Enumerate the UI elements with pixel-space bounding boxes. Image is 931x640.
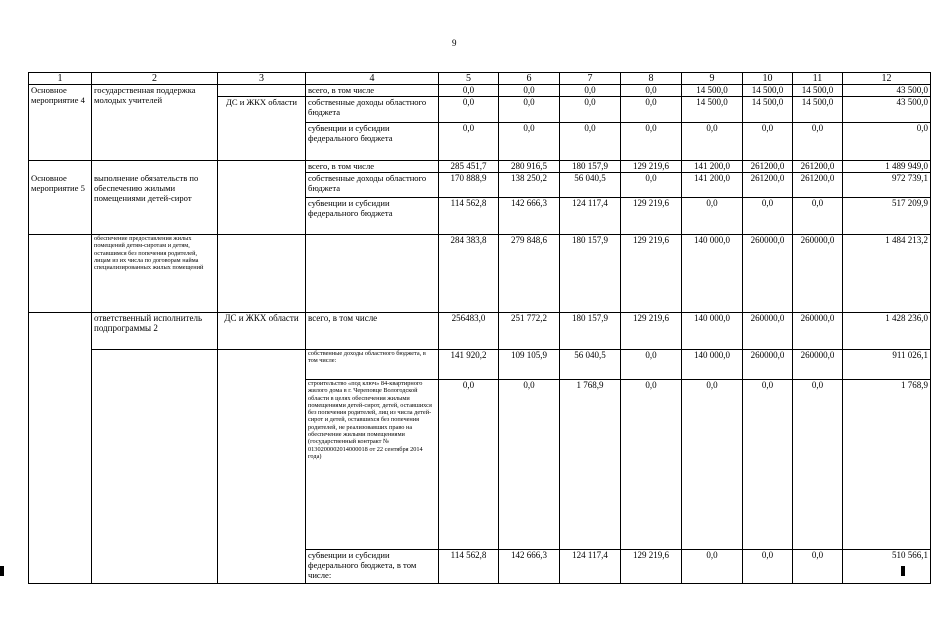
value-cell: 0,0 — [793, 198, 843, 235]
value-cell: 0,0 — [743, 550, 793, 584]
value-cell: 0,0 — [793, 550, 843, 584]
value-cell: 260000,0 — [793, 350, 843, 380]
activity-description: государственная поддержка молодых учителей — [92, 85, 218, 161]
value-cell: 0,0 — [439, 85, 499, 97]
value-cell: 43 500,0 — [843, 97, 931, 123]
value-cell: 517 209,9 — [843, 198, 931, 235]
value-cell: 129 219,6 — [621, 550, 682, 584]
value-cell: 260000,0 — [743, 235, 793, 313]
value-cell: 14 500,0 — [793, 85, 843, 97]
executor-cell: ДС и ЖКХ области — [218, 97, 306, 161]
value-cell: 0,0 — [499, 85, 560, 97]
value-cell: 260000,0 — [743, 313, 793, 350]
header-cell: 9 — [682, 73, 743, 85]
value-cell: 0,0 — [793, 123, 843, 161]
funding-source — [306, 235, 439, 313]
value-cell: 140 000,0 — [682, 313, 743, 350]
value-cell: 261200,0 — [793, 161, 843, 173]
value-cell: 141 200,0 — [682, 161, 743, 173]
activity-name: Основное мероприятие 5 — [29, 161, 92, 235]
value-cell: 280 916,5 — [499, 161, 560, 173]
value-cell: 1 768,9 — [843, 380, 931, 550]
executor-cell: ДС и ЖКХ области — [218, 313, 306, 350]
funding-source: собственные доходы областного бюджета — [306, 97, 439, 123]
header-cell: 3 — [218, 73, 306, 85]
value-cell: 124 117,4 — [560, 198, 621, 235]
value-cell: 129 219,6 — [621, 198, 682, 235]
executor-cell — [218, 235, 306, 313]
value-cell: 124 117,4 — [560, 550, 621, 584]
value-cell: 114 562,8 — [439, 198, 499, 235]
value-cell: 0,0 — [682, 550, 743, 584]
executor-cell — [218, 350, 306, 584]
header-cell: 6 — [499, 73, 560, 85]
value-cell: 256483,0 — [439, 313, 499, 350]
value-cell: 109 105,9 — [499, 350, 560, 380]
funding-source: строительство «под ключ» 84-квартирного жилого дома в г. Череповце Вологодской области в целях обеспечения жилыми помещениями детей-сирот, детей, оставшихся без попечения родителей, лиц из числа детей-сирот и детей, оставшихся без попечения родителей, не реализовавших право на обеспечение жилыми помещениями (государственный контракт № 0130200002014000018 от 22 сентября 2014 года) — [306, 380, 439, 550]
value-cell: 0,0 — [621, 350, 682, 380]
funding-source: собственные доходы областного бюджета, в том числе: — [306, 350, 439, 380]
funding-source: всего, в том числе — [306, 85, 439, 97]
activity-name — [29, 313, 92, 584]
value-cell: 911 026,1 — [843, 350, 931, 380]
value-cell: 0,0 — [682, 380, 743, 550]
value-cell: 180 157,9 — [560, 235, 621, 313]
budget-table — [28, 72, 931, 584]
value-cell: 261200,0 — [793, 173, 843, 198]
value-cell: 129 219,6 — [621, 161, 682, 173]
value-cell: 285 451,7 — [439, 161, 499, 173]
executor-cell — [218, 85, 306, 97]
value-cell: 0,0 — [499, 97, 560, 123]
header-cell: 8 — [621, 73, 682, 85]
value-cell: 261200,0 — [743, 173, 793, 198]
value-cell: 142 666,3 — [499, 550, 560, 584]
header-row — [29, 73, 931, 85]
value-cell: 0,0 — [843, 123, 931, 161]
value-cell: 0,0 — [621, 380, 682, 550]
header-cell: 10 — [743, 73, 793, 85]
value-cell: 56 040,5 — [560, 173, 621, 198]
value-cell: 1 484 213,2 — [843, 235, 931, 313]
activity-description: ответственный исполнитель подпрограммы 2 — [92, 313, 218, 350]
value-cell: 180 157,9 — [560, 313, 621, 350]
value-cell: 284 383,8 — [439, 235, 499, 313]
header-cell: 7 — [560, 73, 621, 85]
funding-source: субвенции и субсидии федерального бюджета — [306, 198, 439, 235]
value-cell: 0,0 — [499, 380, 560, 550]
value-cell: 141 200,0 — [682, 173, 743, 198]
table-row — [29, 235, 931, 313]
header-cell: 2 — [92, 73, 218, 85]
value-cell: 0,0 — [621, 85, 682, 97]
value-cell: 14 500,0 — [682, 97, 743, 123]
header-cell: 11 — [793, 73, 843, 85]
value-cell: 0,0 — [439, 97, 499, 123]
value-cell: 142 666,3 — [499, 198, 560, 235]
funding-source: собственные доходы областного бюджета — [306, 173, 439, 198]
value-cell: 56 040,5 — [560, 350, 621, 380]
page-edge-mark-left — [0, 566, 4, 576]
value-cell: 180 157,9 — [560, 161, 621, 173]
activity-description: обеспечение предоставления жилых помещений детям-сиротам и детям, оставшимся без попечения родителей, лицам из их числа по договорам найма специализированных жилых помещений — [92, 235, 218, 313]
value-cell: 251 772,2 — [499, 313, 560, 350]
table-row — [29, 161, 931, 173]
header-cell: 4 — [306, 73, 439, 85]
value-cell: 0,0 — [793, 380, 843, 550]
value-cell: 1 489 949,0 — [843, 161, 931, 173]
value-cell: 0,0 — [499, 123, 560, 161]
table-row — [29, 350, 931, 380]
value-cell: 0,0 — [621, 123, 682, 161]
value-cell: 129 219,6 — [621, 313, 682, 350]
activity-name — [29, 235, 92, 313]
value-cell: 1 768,9 — [560, 380, 621, 550]
funding-source: всего, в том числе — [306, 161, 439, 173]
value-cell: 0,0 — [743, 380, 793, 550]
value-cell: 0,0 — [560, 85, 621, 97]
value-cell: 14 500,0 — [743, 85, 793, 97]
value-cell: 43 500,0 — [843, 85, 931, 97]
value-cell: 279 848,6 — [499, 235, 560, 313]
value-cell: 260000,0 — [743, 350, 793, 380]
value-cell: 140 000,0 — [682, 235, 743, 313]
value-cell: 0,0 — [682, 123, 743, 161]
value-cell: 260000,0 — [793, 235, 843, 313]
value-cell: 140 000,0 — [682, 350, 743, 380]
funding-source: всего, в том числе — [306, 313, 439, 350]
header-cell: 12 — [843, 73, 931, 85]
page-number: 9 — [452, 38, 457, 48]
header-cell: 1 — [29, 73, 92, 85]
executor-cell — [218, 161, 306, 235]
value-cell: 170 888,9 — [439, 173, 499, 198]
table-row — [29, 313, 931, 350]
value-cell: 0,0 — [621, 97, 682, 123]
value-cell: 14 500,0 — [682, 85, 743, 97]
value-cell: 14 500,0 — [743, 97, 793, 123]
header-cell: 5 — [439, 73, 499, 85]
activity-name: Основное мероприятие 4 — [29, 85, 92, 161]
value-cell: 0,0 — [560, 97, 621, 123]
value-cell: 141 920,2 — [439, 350, 499, 380]
value-cell: 0,0 — [439, 380, 499, 550]
funding-source: субвенции и субсидии федерального бюджета — [306, 123, 439, 161]
value-cell: 138 250,2 — [499, 173, 560, 198]
value-cell: 0,0 — [439, 123, 499, 161]
value-cell: 510 566,1 — [843, 550, 931, 584]
activity-description: выполнение обязательств по обеспечению жилыми помещениями детей-сирот — [92, 161, 218, 235]
value-cell: 972 739,1 — [843, 173, 931, 198]
value-cell: 114 562,8 — [439, 550, 499, 584]
value-cell: 0,0 — [682, 198, 743, 235]
value-cell: 0,0 — [743, 123, 793, 161]
value-cell: 129 219,6 — [621, 235, 682, 313]
table-row — [29, 85, 931, 97]
value-cell: 260000,0 — [793, 313, 843, 350]
value-cell: 14 500,0 — [793, 97, 843, 123]
value-cell: 0,0 — [560, 123, 621, 161]
activity-description — [92, 350, 218, 584]
value-cell: 0,0 — [621, 173, 682, 198]
value-cell: 0,0 — [743, 198, 793, 235]
value-cell: 261200,0 — [743, 161, 793, 173]
value-cell: 1 428 236,0 — [843, 313, 931, 350]
funding-source: субвенции и субсидии федерального бюджета, в том числе: — [306, 550, 439, 584]
